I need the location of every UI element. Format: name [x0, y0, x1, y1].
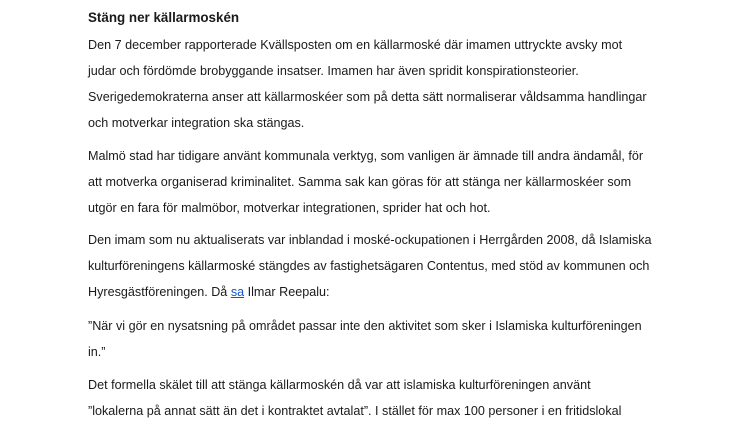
paragraph-line: Det formella skälet till att stänga källarmoskén då var att islamiska kulturföreningen använt	[88, 378, 591, 392]
paragraph-5	[88, 372, 621, 424]
paragraph-line: kulturföreningens källarmoské stängdes av fastighetsägaren Contentus, med stöd av kommunen och	[88, 259, 650, 273]
paragraph-line: ”lokalerna på annat sätt än det i kontraktet avtalat”. I stället för max 100 personer i en fritidslokal	[88, 404, 622, 418]
paragraph-line: Malmö stad har tidigare använt kommunala verktyg, som vanligen är ämnade till andra ändamål, för	[88, 149, 644, 163]
paragraph-2	[88, 143, 643, 221]
paragraph-3	[88, 227, 652, 305]
paragraph-line: och motverkar integration ska stängas.	[88, 116, 305, 130]
paragraph-line: Den 7 december rapporterade Kvällsposten om en källarmoské där imamen uttryckte avsky mot	[88, 38, 623, 52]
link-suffix-text: Ilmar Reepalu:	[244, 285, 330, 299]
source-link[interactable]: sa	[230, 285, 245, 299]
document-title: Stäng ner källarmoskén	[88, 10, 240, 25]
paragraph-line: ”När vi gör en nysatsning på området passar inte den aktivitet som sker i Islamiska kulturföreningen	[88, 319, 642, 333]
paragraph-line: att motverka organiserad kriminalitet. Samma sak kan göras för att stänga ner källarmoskéer som	[88, 175, 632, 189]
paragraph-line: in.”	[88, 345, 106, 359]
paragraph-line: Den imam som nu aktualiserats var inblandad i moské-ockupationen i Herrgården 2008, då Islamiska	[88, 233, 652, 247]
paragraph-line: utgör en fara för malmöbor, motverkar integrationen, sprider hat och hot.	[88, 201, 491, 215]
paragraph-line: judar och fördömde brobyggande insatser. Imamen har även spridit konspirationsteorier.	[88, 64, 579, 78]
paragraph-line: Sverigedemokraterna anser att källarmoskéer som på detta sätt normaliserar våldsamma handlingar	[88, 90, 647, 104]
paragraph-line-with-link	[88, 279, 652, 305]
paragraph-1	[88, 32, 647, 136]
quote-paragraph	[88, 313, 642, 365]
link-prefix-text: Hyresgästföreningen. Då	[88, 285, 231, 299]
